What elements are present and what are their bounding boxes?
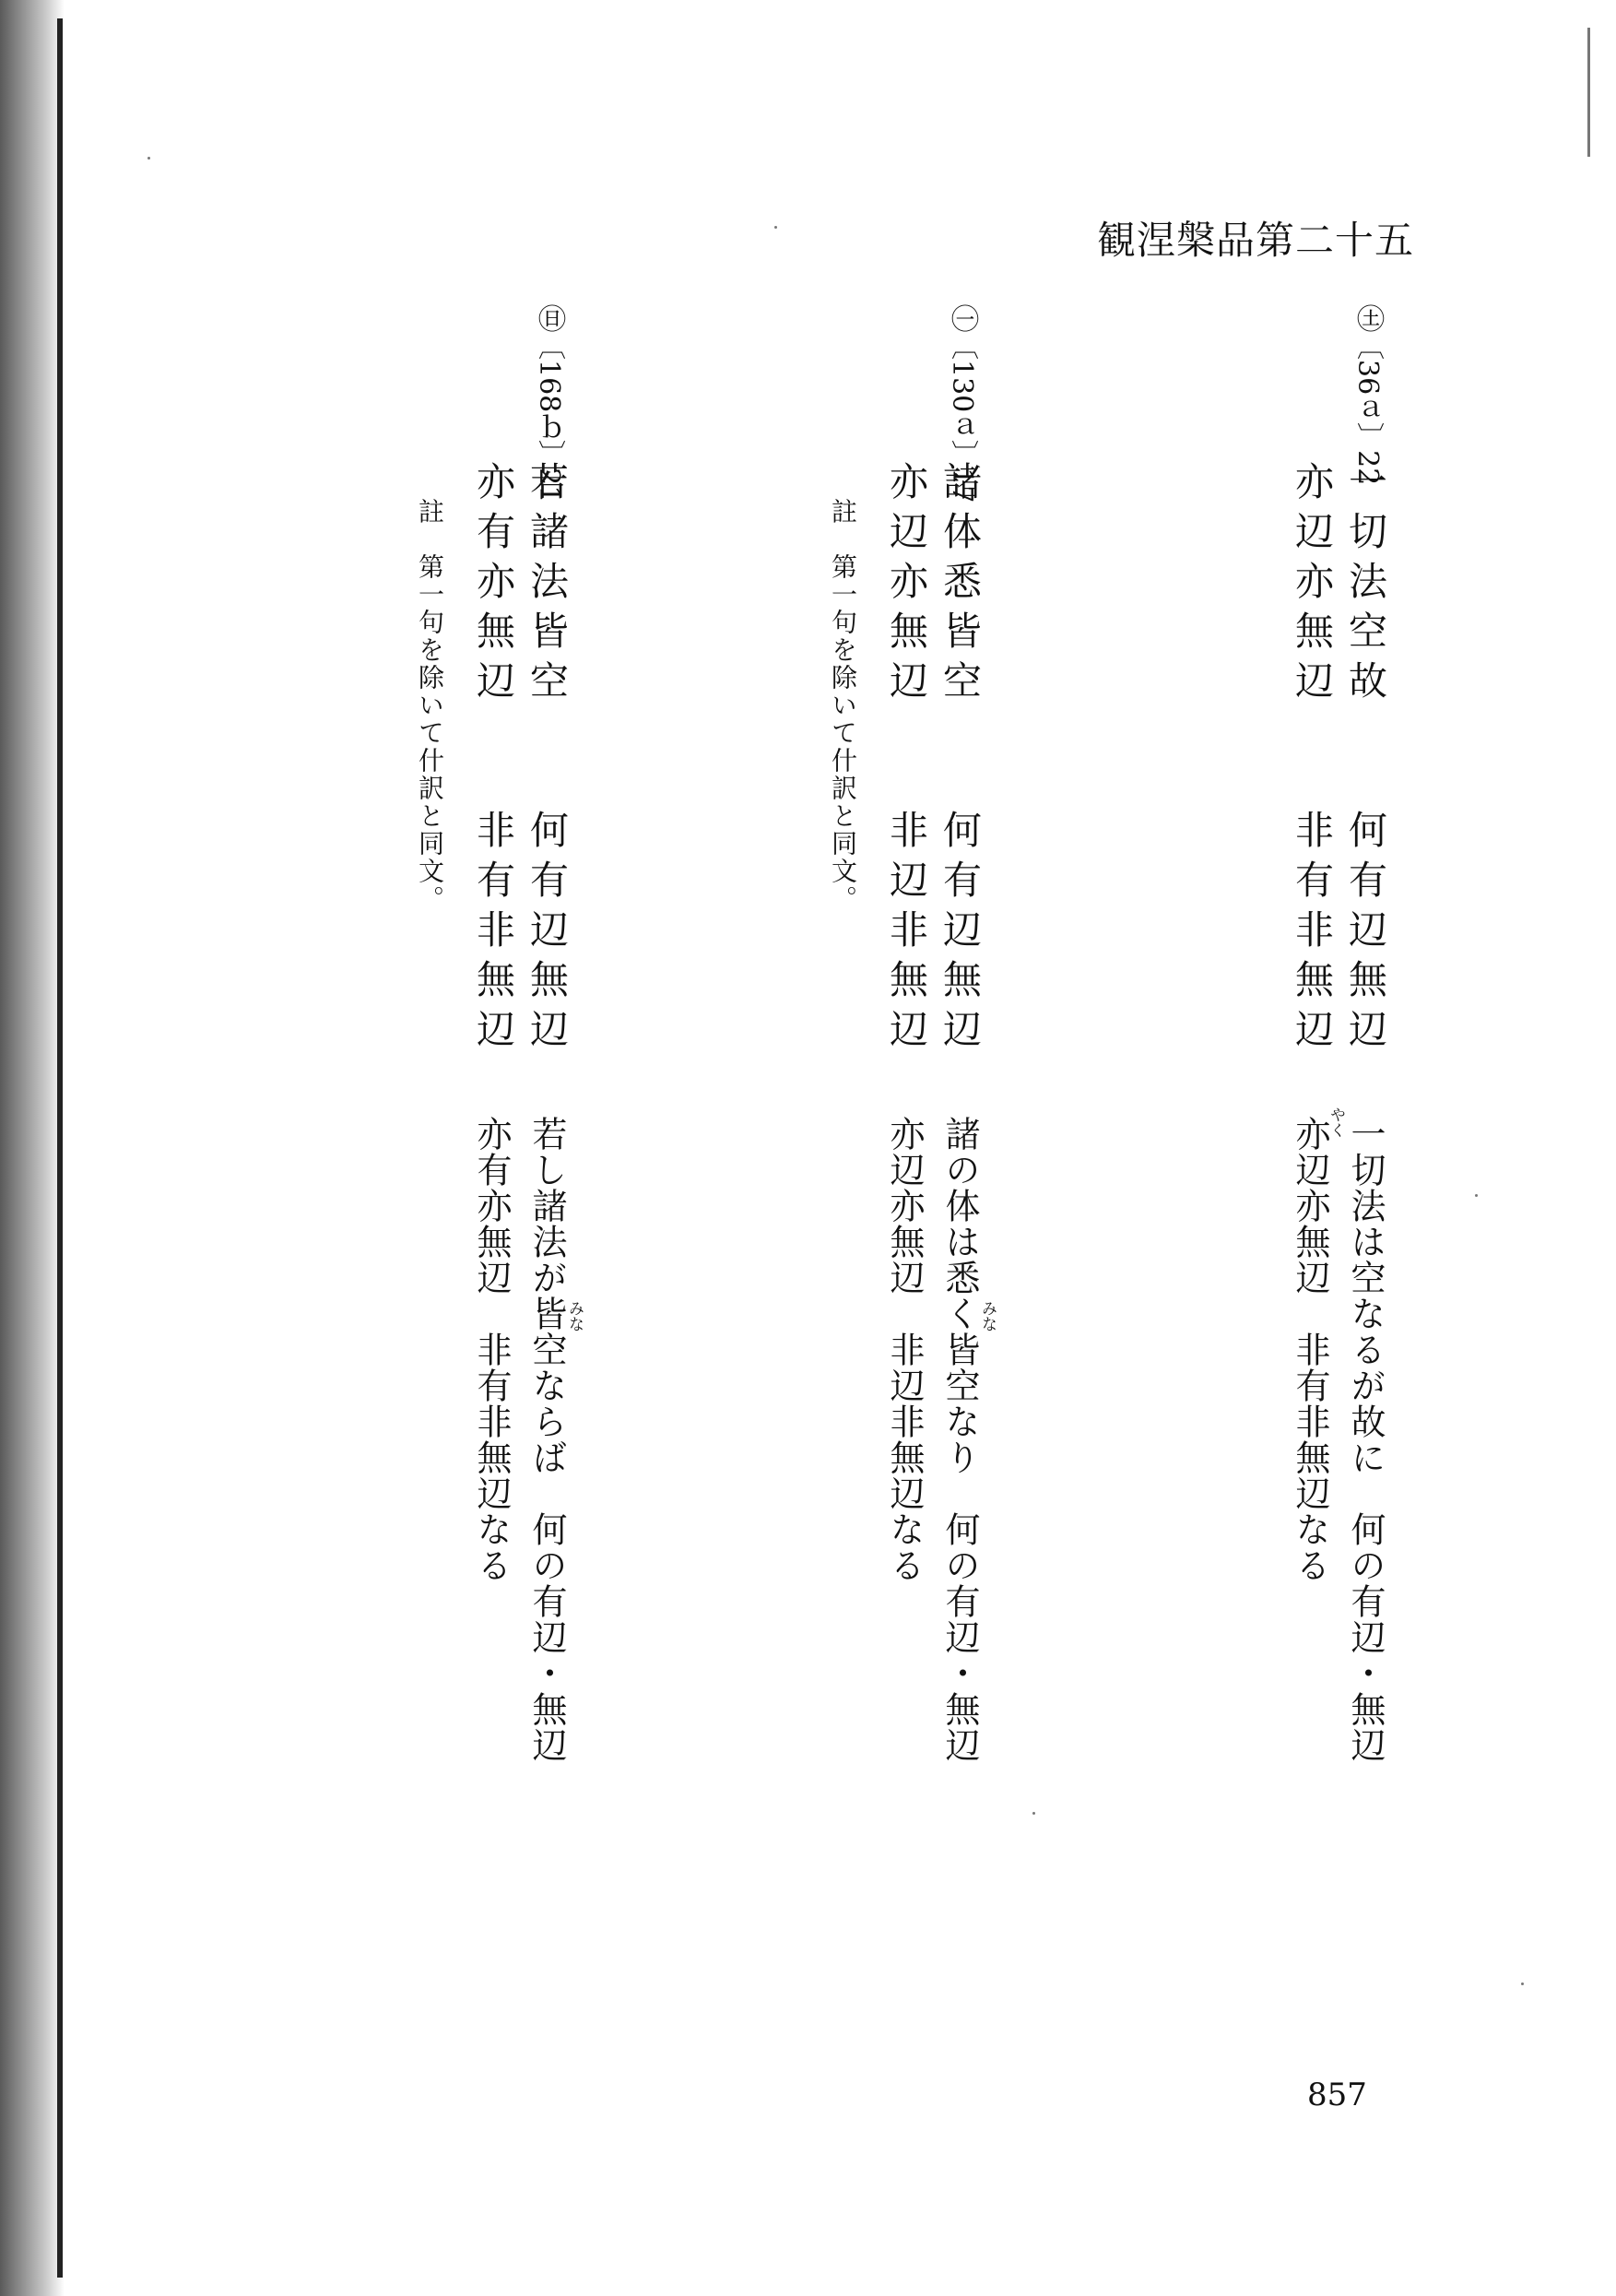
verse-line: 亦辺亦無辺 非辺非無辺	[884, 461, 929, 1059]
source-reference: ㊐〔168ｂ〕21	[533, 304, 565, 503]
page-number: 857	[1307, 2077, 1367, 2113]
scan-edge-shadow	[0, 0, 65, 2296]
verse-line: 若諸法皆空 何有辺無辺	[525, 461, 570, 1059]
verse-line: 亦辺亦無辺 非有非無辺	[1290, 461, 1335, 1059]
furigana: やく	[1327, 1107, 1345, 1138]
scan-speck	[1521, 1982, 1524, 1985]
scan-binding-line	[57, 18, 63, 2278]
translation-line: 諸の体は悉く皆空なり 何の有辺・無辺	[939, 1116, 980, 1763]
translation-line: 若し諸法が皆空ならば 何の有辺・無辺	[526, 1116, 567, 1763]
translation-line: 亦辺亦無辺 非辺非無辺なる	[884, 1116, 925, 1583]
translation-line: 一切法は空なるが故に 何の有辺・無辺	[1345, 1116, 1386, 1763]
footnote: 註 第一句を除いて什訳と同文。	[828, 498, 858, 913]
source-reference: ㊏〔36ａ〕22	[1351, 304, 1384, 486]
running-header: 観涅槃品第二十五	[1097, 218, 1415, 263]
verse-line: 諸体悉皆空 何有辺無辺	[938, 461, 983, 1059]
furigana: みな	[978, 1300, 997, 1331]
translation-line: 亦辺亦無辺 非有非無辺なる	[1290, 1116, 1330, 1583]
source-reference: ㊀〔130ａ〕17	[946, 304, 978, 503]
furigana: みな	[565, 1300, 584, 1331]
scan-mark	[1587, 28, 1590, 157]
scan-speck	[774, 226, 777, 229]
verse-line: 亦有亦無辺 非有非無辺	[471, 461, 516, 1059]
verse-line: 一切法空故 何有辺無辺	[1343, 461, 1388, 1059]
scan-speck	[1475, 1194, 1478, 1197]
scan-speck	[147, 157, 150, 160]
translation-line: 亦有亦無辺 非有非無辺なる	[471, 1116, 512, 1583]
scan-speck	[1032, 1812, 1035, 1815]
footnote: 註 第一句を除いて什訳と同文。	[415, 498, 445, 913]
